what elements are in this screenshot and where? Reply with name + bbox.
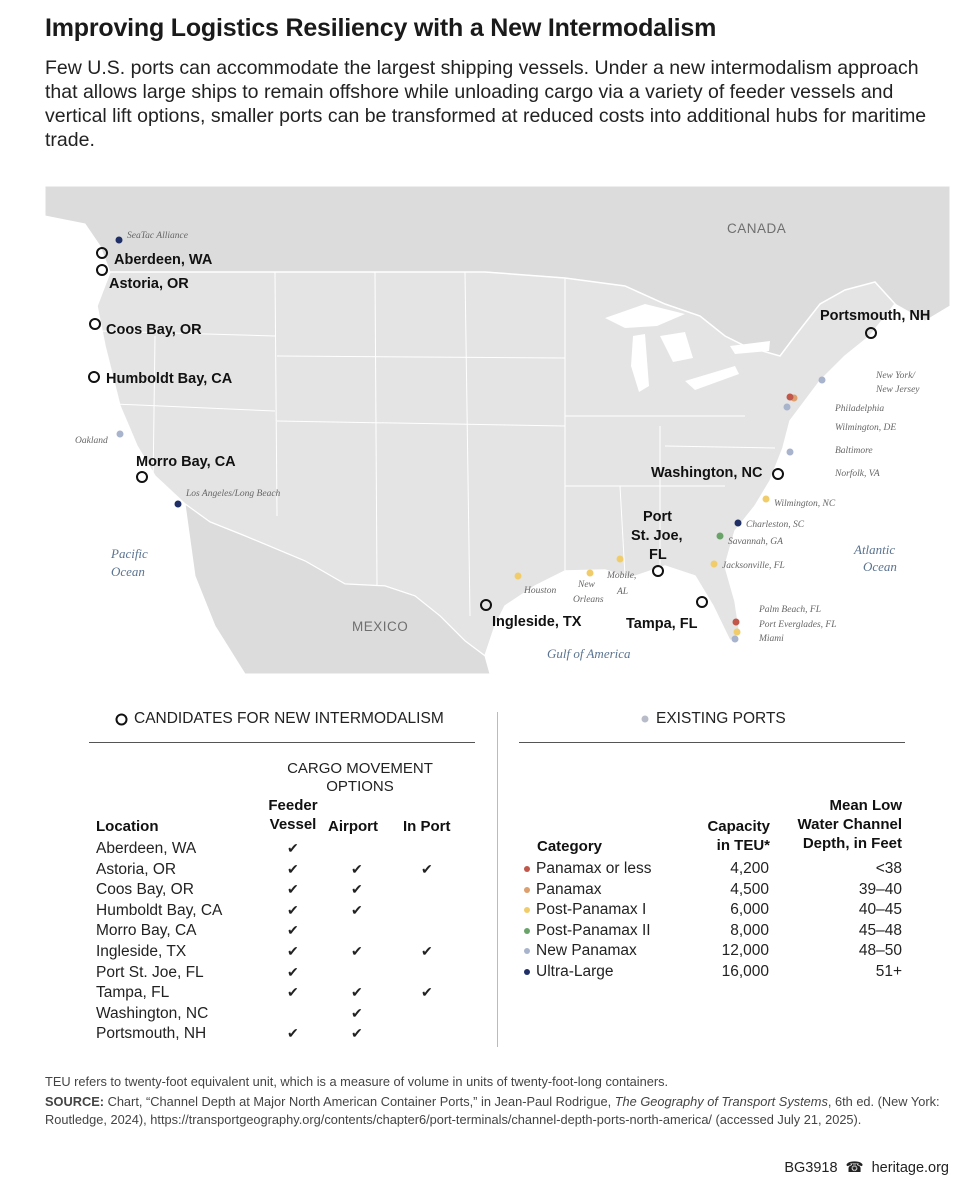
page-title: Improving Logistics Resiliency with a New Intermodalism — [45, 14, 717, 42]
candidate-location: Aberdeen, WA — [96, 840, 197, 857]
bell-icon: ☎ — [845, 1160, 864, 1176]
port-label-seatac: SeaTac Alliance — [127, 231, 188, 241]
category-label: New Panamax — [536, 942, 637, 960]
source-label: SOURCE: — [45, 1094, 105, 1109]
check-icon: ✔ — [287, 943, 299, 959]
col-depth-line-3: Depth, in Feet — [802, 835, 902, 852]
check-icon: ✔ — [351, 1025, 363, 1042]
check-icon: ✔ — [287, 840, 299, 856]
candidate-location: Morro Bay, CA — [96, 922, 197, 940]
capacity-value: 6,000 — [730, 901, 769, 919]
port-label-philadelphia: Philadelphia — [835, 404, 885, 414]
candidate-row — [96, 1025, 476, 1046]
port-label-wilmington-de: Wilmington, DE — [835, 423, 897, 433]
port-label-new-orleans-1: New — [578, 580, 595, 590]
port-dot-baltimore — [784, 404, 791, 411]
country-label-mexico: MEXICO — [352, 619, 409, 634]
col-location: Location — [96, 818, 159, 835]
category-dot-icon — [524, 969, 530, 975]
existing-port-row — [520, 901, 910, 922]
check-icon: ✔ — [287, 1025, 299, 1042]
candidate-row — [96, 902, 476, 923]
category-dot-icon — [524, 928, 530, 934]
port-dot-jacksonville — [711, 561, 718, 568]
check-icon: ✔ — [351, 901, 363, 918]
candidate-label-washington-nc: Washington, NC — [651, 465, 763, 481]
col-depth — [770, 796, 902, 853]
map — [45, 186, 950, 674]
hollow-circle-icon — [115, 713, 128, 726]
port-label-nynj-2: New Jersey — [876, 385, 920, 395]
candidate-label-ingleside: Ingleside, TX — [492, 614, 582, 630]
footer — [784, 1160, 949, 1176]
port-label-baltimore: Baltimore — [835, 446, 873, 456]
category-label: Panamax — [536, 880, 602, 898]
port-dot-savannah — [717, 533, 724, 540]
category-dot-icon — [524, 948, 530, 954]
port-label-oakland: Oakland — [75, 436, 108, 446]
port-dot-miami — [732, 636, 739, 643]
capacity-value: 16,000 — [721, 963, 769, 980]
port-dot-philadelphia — [787, 394, 794, 401]
candidate-location: Astoria, OR — [96, 860, 177, 878]
port-label-la-lb: Los Angeles/Long Beach — [186, 489, 281, 499]
check-icon: ✔ — [287, 963, 299, 980]
port-dot-la-lb — [175, 501, 182, 508]
page-subtitle: Few U.S. ports can accommodate the largest shipping vessels. Under a new intermodalism approach that allows large ships to remain offshore while unloading cargo via a variety of feeder vessels and vertical lift options, smaller ports can be transformed at reduced costs into additional hubs for maritime trade. — [45, 57, 927, 151]
candidate-row — [96, 943, 476, 964]
port-label-norfolk: Norfolk, VA — [835, 469, 880, 479]
check-icon: ✔ — [421, 943, 433, 959]
candidate-row — [96, 922, 476, 943]
water-label-atlantic-1: Atlantic — [854, 542, 896, 557]
candidate-label-morro-bay: Morro Bay, CA — [136, 454, 236, 470]
port-dot-seatac — [116, 237, 123, 244]
category-label: Post-Panamax II — [536, 921, 651, 939]
existing-port-row — [520, 942, 910, 963]
candidate-label-aberdeen: Aberdeen, WA — [114, 252, 213, 268]
port-dot-new-orleans — [587, 570, 594, 577]
country-label-canada: CANADA — [727, 221, 787, 236]
check-icon: ✔ — [351, 881, 363, 898]
existing-port-row — [520, 881, 910, 902]
check-icon: ✔ — [287, 922, 299, 939]
port-label-charleston: Charleston, SC — [746, 520, 805, 530]
port-dot-charleston — [735, 520, 742, 527]
existing-port-row — [520, 860, 910, 881]
teu-note: TEU refers to twenty-foot equivalent unit, which is a measure of volume in units of twenty-foot-long containers. — [45, 1074, 669, 1089]
depth-value: 39–40 — [858, 880, 902, 898]
col-feeder-line-2: Vessel — [269, 816, 317, 833]
dot-icon — [640, 714, 650, 724]
water-label-pacific-2: Ocean — [111, 564, 145, 579]
candidate-location: Coos Bay, OR — [96, 881, 194, 899]
col-capacity-line-2: in TEU* — [716, 837, 770, 854]
category-dot-icon — [524, 887, 530, 893]
cargo-options-header-line-2: OPTIONS — [326, 778, 394, 795]
col-category: Category — [537, 838, 603, 855]
category-label: Ultra-Large — [536, 963, 614, 980]
candidate-row — [96, 840, 476, 861]
candidate-row — [96, 881, 476, 902]
port-label-miami: Miami — [759, 634, 784, 644]
candidate-location: Port St. Joe, FL — [96, 963, 204, 981]
cargo-options-header — [262, 760, 458, 796]
col-capacity-line-1: Capacity — [707, 818, 770, 835]
candidate-row — [96, 1005, 476, 1026]
candidate-label-astoria: Astoria, OR — [109, 276, 189, 292]
col-depth-line-1: Mean Low — [829, 797, 902, 814]
port-label-houston: Houston — [524, 586, 557, 596]
port-label-jacksonville: Jacksonville, FL — [722, 561, 785, 571]
check-icon: ✔ — [287, 901, 299, 918]
map-svg — [45, 186, 950, 674]
source-italic: The Geography of Transport Systems — [614, 1094, 828, 1109]
check-icon: ✔ — [287, 881, 299, 898]
candidate-label-humboldt: Humboldt Bay, CA — [106, 371, 233, 387]
legend-divider — [497, 712, 498, 1047]
category-dot-icon — [524, 866, 530, 872]
check-icon: ✔ — [287, 984, 299, 1001]
port-dot-palm-beach — [733, 619, 740, 626]
check-icon: ✔ — [351, 1004, 363, 1021]
candidate-label-port-st-joe-1: Port — [643, 509, 672, 525]
candidate-label-coos-bay: Coos Bay, OR — [106, 322, 202, 338]
category-label: Panamax or less — [536, 860, 652, 877]
capacity-value: 4,500 — [730, 880, 769, 898]
water-label-atlantic-2: Ocean — [863, 559, 897, 574]
col-airport: Airport — [328, 818, 378, 835]
port-dot-port-everglades — [734, 629, 741, 636]
footer-code: BG3918 — [784, 1160, 838, 1176]
legend-existing-label: EXISTING PORTS — [656, 710, 786, 727]
source-text-2: , 6th ed. (New York: Routledge, 2024), https://transportgeography.org/contents/chapter6/port-terminals/channel-depth-ports-north-america/ (accessed July 21, 2025). — [45, 1094, 940, 1127]
source-text-1: Chart, “Channel Depth at Major North American Container Ports,” in Jean-Paul Rodrigue, — [107, 1094, 615, 1109]
category-label: Post-Panamax I — [536, 901, 647, 919]
existing-port-row — [520, 922, 910, 943]
legend-candidates — [115, 710, 444, 728]
port-label-mobile-1: Mobile, — [607, 571, 637, 581]
col-feeder-vessel — [264, 796, 322, 834]
candidate-location: Tampa, FL — [96, 984, 170, 1002]
check-icon: ✔ — [351, 943, 363, 959]
port-dot-norfolk — [787, 449, 794, 456]
col-depth-line-2: Water Channel — [797, 816, 902, 833]
existing-rule — [519, 742, 905, 743]
legend-candidates-label: CANDIDATES FOR NEW INTERMODALISM — [134, 710, 444, 727]
col-feeder-line-1: Feeder — [268, 797, 318, 814]
depth-value: 40–45 — [858, 901, 902, 919]
check-icon: ✔ — [421, 860, 433, 877]
col-capacity — [690, 817, 770, 855]
check-icon: ✔ — [351, 860, 363, 877]
check-icon: ✔ — [421, 984, 433, 1001]
col-in-port: In Port — [403, 818, 451, 835]
existing-port-row — [520, 963, 910, 984]
candidate-row — [96, 861, 476, 882]
port-dot-oakland — [117, 431, 124, 438]
candidate-label-portsmouth: Portsmouth, NH — [820, 308, 931, 324]
capacity-value: 12,000 — [721, 942, 769, 960]
port-label-port-everglades: Port Everglades, FL — [759, 620, 837, 630]
check-icon: ✔ — [351, 984, 363, 1001]
port-label-savannah: Savannah, GA — [728, 537, 783, 547]
category-dot-icon — [524, 907, 530, 913]
depth-value: 51+ — [875, 963, 902, 980]
candidate-row — [96, 984, 476, 1005]
candidate-label-port-st-joe-2: St. Joe, — [631, 528, 683, 544]
port-dot-houston — [515, 573, 522, 580]
cargo-options-header-line-1: CARGO MOVEMENT — [287, 760, 433, 777]
check-icon: ✔ — [287, 860, 299, 877]
source-note — [45, 1093, 955, 1129]
port-label-nynj-1: New York/ — [876, 371, 915, 381]
capacity-value: 4,200 — [730, 860, 769, 877]
candidate-location: Humboldt Bay, CA — [96, 901, 223, 919]
candidate-label-tampa: Tampa, FL — [626, 616, 698, 632]
footer-site: heritage.org — [871, 1160, 949, 1176]
port-dot-wilmington-nc — [763, 496, 770, 503]
port-label-mobile-2: AL — [617, 587, 629, 597]
port-label-palm-beach: Palm Beach, FL — [759, 605, 822, 615]
port-dot-mobile — [617, 556, 624, 563]
candidate-location: Ingleside, TX — [96, 943, 187, 960]
water-label-pacific-1: Pacific — [111, 546, 148, 561]
port-label-wilmington-nc: Wilmington, NC — [774, 499, 836, 509]
legend-existing — [640, 710, 786, 728]
water-label-gulf: Gulf of America — [547, 646, 631, 661]
port-dot-nynj — [819, 377, 826, 384]
candidates-rule — [89, 742, 475, 743]
capacity-value: 8,000 — [730, 921, 769, 939]
candidate-label-port-st-joe-3: FL — [649, 547, 667, 563]
candidate-row — [96, 964, 476, 985]
candidate-location: Washington, NC — [96, 1004, 209, 1022]
candidate-location: Portsmouth, NH — [96, 1025, 207, 1043]
depth-value: <38 — [875, 860, 902, 877]
depth-value: 45–48 — [858, 921, 902, 939]
depth-value: 48–50 — [858, 942, 902, 960]
port-label-new-orleans-2: Orleans — [573, 595, 604, 605]
